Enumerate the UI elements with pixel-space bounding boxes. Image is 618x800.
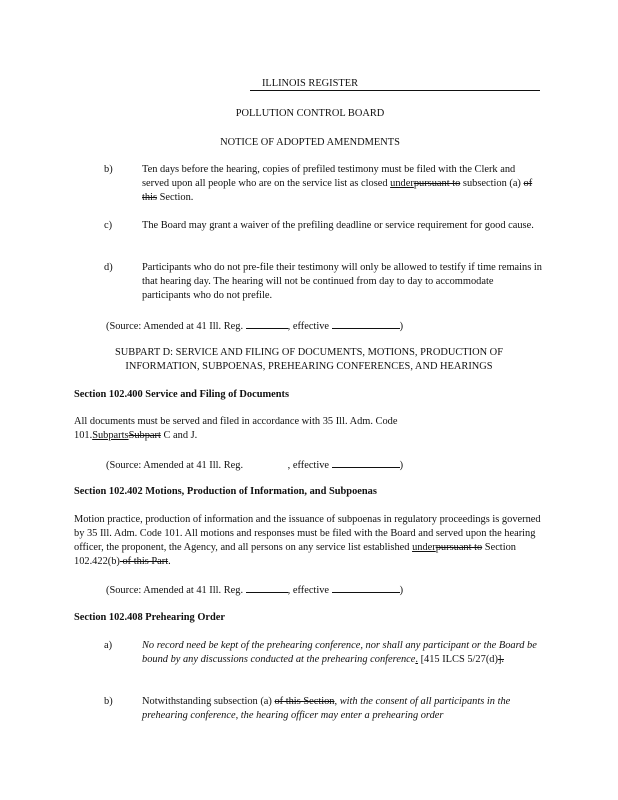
source-line: (Source: Amended at 41 Ill. Reg. , effective ) xyxy=(106,582,403,598)
agency-title: POLLUTION CONTROL BOARD xyxy=(235,108,385,119)
section-102-402-text: Motion practice, production of information and the issuance of subpoenas in regulatory proceedings is governed by 35 Ill. Adm. Code 101. All motions and responses must be filed with the Board and served upon the hearing officer, the proponent, the Agency, and all persons on any service list established underpursuant to Section 102.422(b) of this Part. xyxy=(74,514,541,567)
section-102-408-heading: Section 102.408 Prehearing Order xyxy=(74,612,226,623)
header-rule xyxy=(250,90,540,91)
register-title: ILLINOIS REGISTER xyxy=(261,78,359,89)
subpart-heading xyxy=(74,346,544,374)
item-b-label: b) xyxy=(104,164,113,175)
item-a-text: No record need be kept of the prehearing conference, nor shall any participant or the Board be bound by any discussions conducted at the prehearing conference. [415 ILCS 5/27(d)]. xyxy=(142,640,537,665)
item-c-label: c) xyxy=(104,220,113,231)
item-d-text: Participants who do not pre-file their testimony will only be allowed to testify if time remains in that hearing day. The hearing will not be continued from day to day to accommodate participants who do not prefile. xyxy=(142,262,542,301)
source-line: (Source: Amended at 41 Ill. Reg. , effective ) xyxy=(106,457,403,473)
section-102-400-heading: Section 102.400 Service and Filing of Documents xyxy=(74,389,290,400)
item-a-label: a) xyxy=(104,640,113,651)
item-d-label: d) xyxy=(104,262,113,273)
subpart-line-2: INFORMATION, SUBPOENAS, PREHEARING CONFERENCES, AND HEARINGS xyxy=(125,361,493,372)
notice-title: NOTICE OF ADOPTED AMENDMENTS xyxy=(220,137,400,148)
subpart-line-1: SUBPART D: SERVICE AND FILING OF DOCUMENTS, MOTIONS, PRODUCTION OF xyxy=(115,347,503,358)
section-102-402-heading: Section 102.402 Motions, Production of Information, and Subpoenas xyxy=(74,486,377,497)
section-102-400-text: All documents must be served and filed in accordance with 35 Ill. Adm. Code 101.SubpartsSubpart C and J. xyxy=(74,416,398,441)
item-b-text: Ten days before the hearing, copies of prefiled testimony must be filed with the Clerk and served upon all people who are on the service list as closed underpursuant to subsection (a) of this Section. xyxy=(142,164,533,203)
item-c-text: The Board may grant a waiver of the prefiling deadline or service requirement for good cause. xyxy=(142,220,534,231)
item-b-text: Notwithstanding subsection (a) of this Section, with the consent of all participants in the prehearing conference, the hearing officer may enter a prehearing order xyxy=(142,696,511,721)
source-line: (Source: Amended at 41 Ill. Reg. , effective ) xyxy=(106,318,403,334)
item-b-label: b) xyxy=(104,696,113,707)
